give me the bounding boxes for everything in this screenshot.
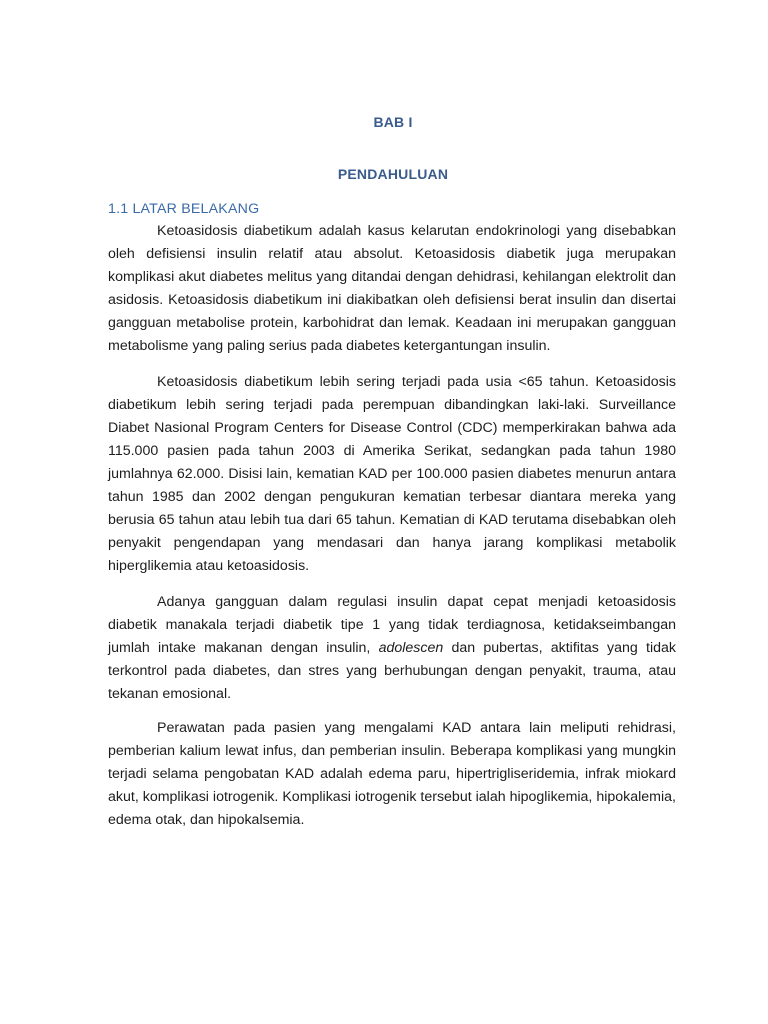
- paragraph-2-block: [108, 371, 676, 588]
- paragraph-1-block: [108, 220, 676, 368]
- paragraph-3-block: [108, 591, 676, 716]
- paragraph-4-block: [108, 717, 676, 842]
- paragraph-3-italic-term: adolescen: [378, 640, 444, 656]
- paragraph-2: Ketoasidosis diabetikum lebih sering terjadi pada usia <65 tahun. Ketoasidosis diabetikum lebih sering terjadi pada perempuan dibandingkan laki-laki. Surveillance Diabet Nasional Program Centers for Disease Control (CDC) memperkirakan bahwa ada 115.000 pasien pada tahun 2003 di Amerika Serikat, sedangkan pada tahun 1980 jumlahnya 62.000. Disisi lain, kematian KAD per 100.000 pasien diabetes menurun antara tahun 1985 dan 2002 dengan pengukuran kematian terbesar diantara mereka yang berusia 65 tahun atau lebih tua dari 65 tahun. Kematian di KAD terutama disebabkan oleh penyakit pengendapan yang mendasari dan hanya jarang komplikasi metabolik hiperglikemia atau ketoasidosis.: [108, 374, 676, 574]
- paragraph-3-text-start: Adanya gangguan dalam regulasi insulin dapat cepat menjadi ketoasidosis diabetik manakala terjadi diabetik tipe 1 yang tidak terdiagnosa, ketidakseimbangan jumlah intake makanan dengan insulin,: [108, 594, 676, 656]
- chapter-number: BAB I: [373, 114, 413, 130]
- paragraph-3: [108, 591, 676, 706]
- paragraph-1: Ketoasidosis diabetikum adalah kasus kelarutan endokrinologi yang disebabkan oleh defisiensi insulin relatif atau absolut. Ketoasidosis diabetik juga merupakan komplikasi akut diabetes melitus yang ditandai dengan dehidrasi, kehilangan elektrolit dan asidosis. Ketoasidosis diabetikum ini diakibatkan oleh defisiensi berat insulin dan disertai gangguan metabolise protein, karbohidrat dan lemak. Keadaan ini merupakan gangguan metabolisme yang paling serius pada diabetes ketergantungan insulin.: [108, 223, 676, 354]
- paragraph-4: Perawatan pada pasien yang mengalami KAD antara lain meliputi rehidrasi, pemberian kalium lewat infus, dan pemberian insulin. Beberapa komplikasi yang mungkin terjadi selama pengobatan KAD adalah edema paru, hipertrigliseridemia, infrak miokard akut, komplikasi iotrogenik. Komplikasi iotrogenik tersebut ialah hipoglikemia, hipokalemia, edema otak, dan hipokalsemia.: [108, 720, 676, 828]
- paragraph-3-text-end: dan pubertas, aktifitas yang tidak terkontrol pada diabetes, dan stres yang berhubungan dengan penyakit, trauma, atau tekanan emosional.: [108, 640, 676, 702]
- section-heading: 1.1 LATAR BELAKANG: [108, 201, 260, 217]
- chapter-title: PENDAHULUAN: [337, 166, 449, 182]
